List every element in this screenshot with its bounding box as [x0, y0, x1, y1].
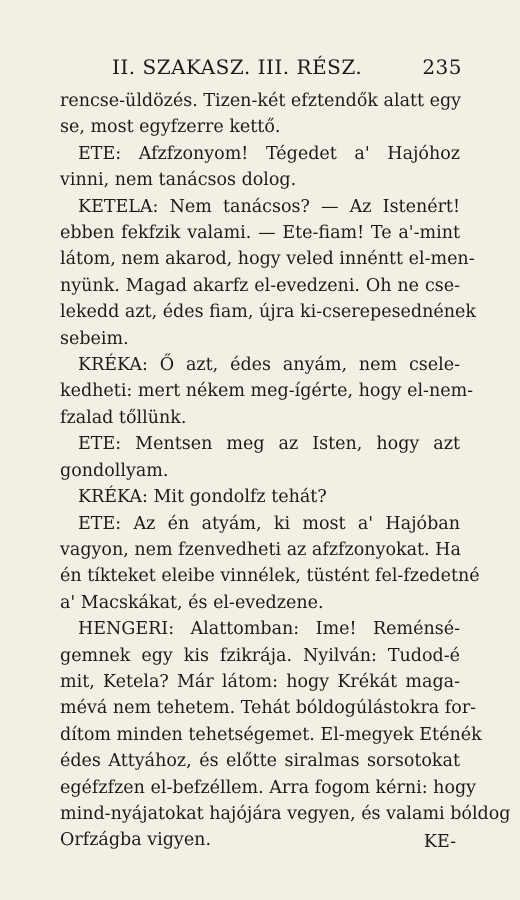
text-line: mévá nem tehetem. Tehát bóldogúlástokra for- — [60, 698, 477, 719]
text-line: én tíkteket eleibe vinnélek, tüstént fel-fzedetné — [60, 566, 480, 587]
text-line: sebeim. — [60, 328, 129, 349]
text-line: egéfzfzen el-befzéllem. Arra fogom kérni: hogy — [60, 777, 477, 798]
text-line: mind-nyájatokat hajójára vegyen, és valami bóldog — [60, 803, 511, 824]
text-line: fzalad tőllünk. — [60, 407, 187, 428]
text-line: vagyon, nem fzenvedheti az afzfzonyokat. Ha — [60, 539, 461, 560]
text-line: se, most egyfzerre kettő. — [60, 117, 281, 138]
text-line: mit, Ketela? Már látom: hogy Krékát maga- — [60, 671, 460, 692]
catchword: KE- — [423, 832, 456, 852]
text-line: Orfzágba vigyen. — [60, 830, 212, 851]
text-line: HENGERI: Alattomban: Ime! Reménsé- — [78, 619, 460, 640]
text-line: dítom minden tehetségemet. El-megyek Eténék — [60, 724, 482, 745]
text-line: gondollyam. — [60, 460, 169, 481]
text-line: KETELA: Nem tanácsos? — Az Istenért! — [78, 196, 460, 217]
text-line: KRÉKA: Mit gondolfz tehát? — [78, 487, 327, 508]
page-number: 235 — [422, 55, 462, 79]
text-line: vinni, nem tanácsos dolog. — [60, 170, 297, 191]
text-line: ebben fekfzik valami. — Ete-fiam! Te a'-mint — [60, 223, 460, 244]
text-line: ETE: Afzfzonyom! Tégedet a' Hajóhoz — [78, 143, 460, 164]
text-line: édes Attyához, és előtte siralmas sorsotokat — [60, 751, 460, 772]
text-line: a' Macskákat, és el-evedzene. — [60, 592, 324, 613]
text-line: gemnek egy kis fzikrája. Nyilván: Tudod-é — [60, 645, 460, 666]
text-line: KRÉKA: Ő azt, édes anyám, nem csele- — [78, 355, 460, 376]
text-line: rencse-üldözés. Tizen-két efztendők alatt egy — [60, 91, 462, 111]
body-text — [60, 88, 511, 854]
running-title: II. SZAKASZ. III. RÉSZ. — [112, 55, 363, 79]
text-line: nyünk. Magad akarfz el-evedzeni. Oh ne cse- — [60, 275, 460, 296]
text-line: ETE: Az én atyám, ki most a' Hajóban — [78, 513, 460, 534]
text-line: ETE: Mentsen meg az Isten, hogy azt — [78, 434, 460, 455]
text-line: kedheti: mert nékem meg-ígérte, hogy el-nem- — [60, 381, 474, 402]
text-line: látom, nem akarod, hogy veled innéntt el-men- — [60, 249, 475, 270]
text-line: lekedd azt, édes fiam, újra ki-cserepesednének — [60, 302, 476, 323]
